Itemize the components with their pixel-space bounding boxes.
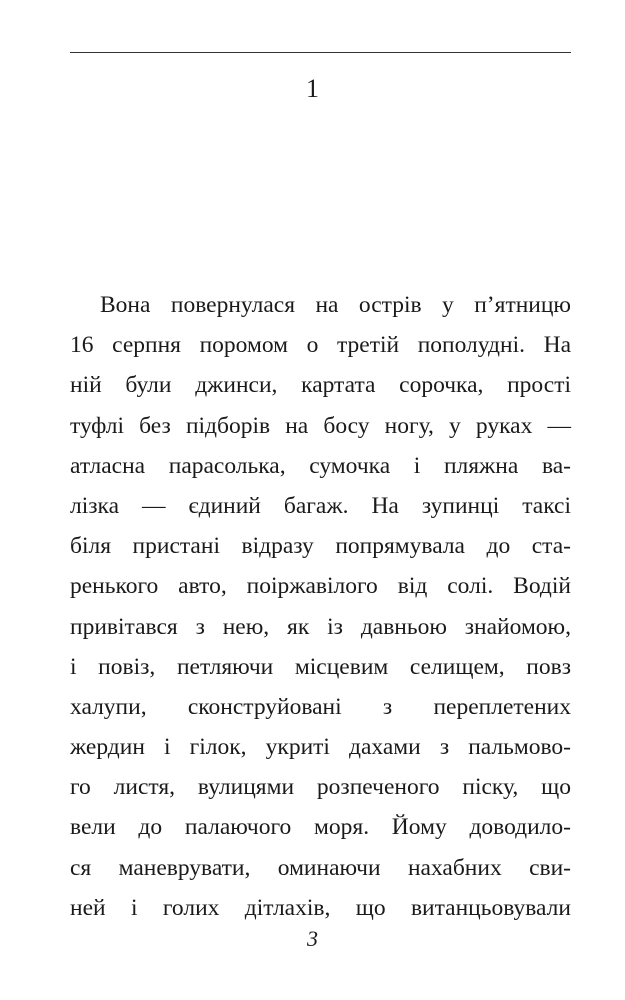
text-line: атласна парасолька, сумочка і пляжна ва- (70, 452, 571, 479)
text-line: ренького авто, поіржавілого від солі. Водій (70, 573, 571, 600)
text-line: біля пристані відразу попрямувала до ста- (70, 533, 571, 560)
page-number: 3 (307, 926, 318, 951)
body-text (70, 285, 571, 928)
text-line: і повіз, петляючи місцевим селищем, повз (70, 653, 571, 680)
text-line: лізка — єдиний багаж. На зупинці таксі (70, 492, 571, 519)
text-line: ній були джинси, картата сорочка, прості (70, 372, 571, 399)
text-line: Вона повернулася на острів у п’ятницю (100, 292, 571, 318)
text-line: го листя, вулицями розпеченого піску, що (70, 774, 571, 801)
header-rule (70, 52, 571, 53)
chapter-number: 1 (306, 74, 319, 103)
text-line: ней і голих дітлахів, що витанцьовували (70, 894, 571, 921)
text-line: 16 серпня поромом о третій пополудні. На (70, 332, 571, 359)
text-line: туфлі без підборів на босу ногу, у руках — (70, 412, 571, 439)
text-line: жердин і гілок, укриті дахами з пальмово- (70, 734, 571, 761)
text-line: ся маневрувати, оминаючи нахабних сви- (70, 854, 571, 881)
text-line: халупи, сконструйовані з переплетених (70, 693, 571, 720)
text-line: привітався з нею, як із давньою знайомою, (70, 613, 571, 640)
text-line: вели до палаючого моря. Йому доводило- (70, 814, 571, 841)
